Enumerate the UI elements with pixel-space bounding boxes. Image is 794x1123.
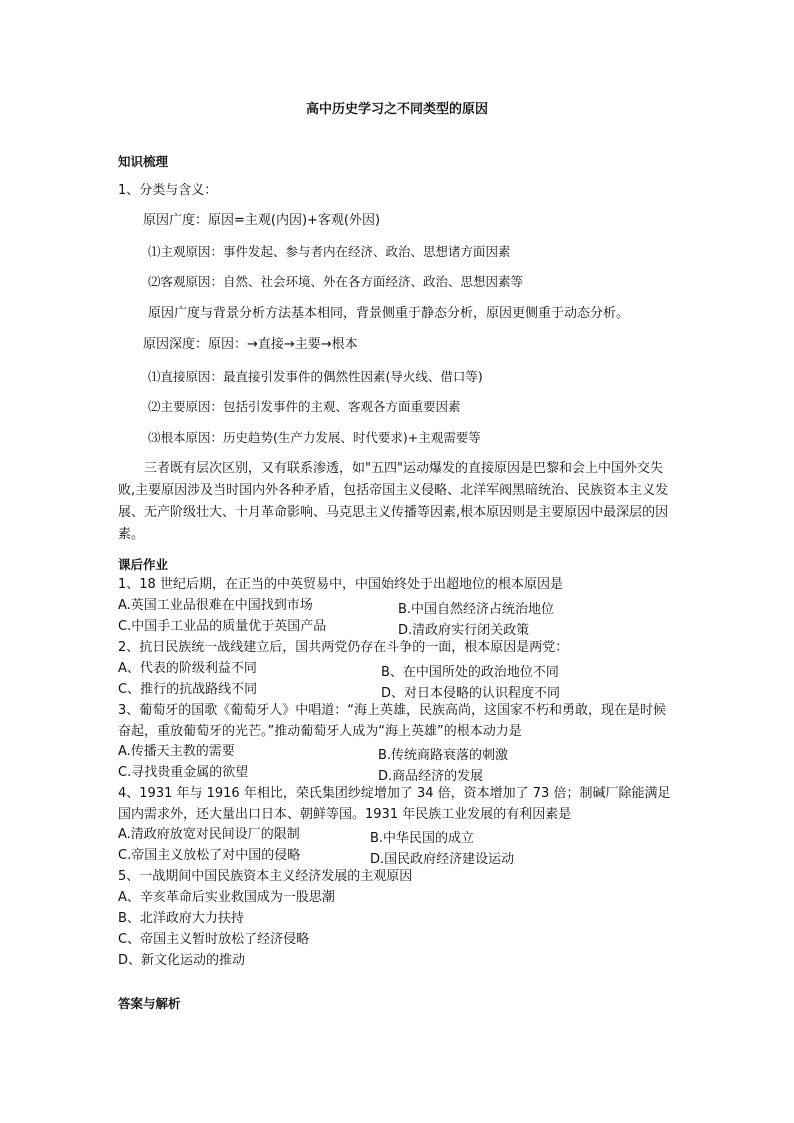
- question-1: 1、18 世纪后期，在正当的中英贸易中，中国始终处于出超地位的根本原因是: [118, 577, 563, 592]
- summary-paragraph: 三者既有层次区别，又有联系渗透，如"五四"运动爆发的直接原因是巴黎和会上中国外交失败,主要原因涉及当时国内外各种矛盾，包括帝国主义侵略、北洋军阀黑暗统治、民族资本主义发展、无产阶级壮大、十月革命影响、马克思主义传播等因素,根本原因则是主要原因中最深层的因素。: [118, 461, 669, 542]
- section-heading-knowledge: 知识梳理: [118, 154, 169, 169]
- question-1-option-a: A.英国工业品很难在中国找到市场: [118, 598, 313, 613]
- question-4-option-b: B.中华民国的成立: [370, 831, 475, 846]
- depth-main: ⑵主要原因：包括引发事件的主观、客观各方面重要因素: [148, 399, 461, 414]
- document-title: 高中历史学习之不同类型的原因: [305, 102, 488, 117]
- depth-root: ⑶根本原因：历史趋势(生产力发展、时代要求)+主观需要等: [148, 430, 481, 445]
- question-5-option-b: B、北洋政府大力扶持: [118, 911, 244, 926]
- question-3-option-c: C.寻找贵重金属的欲望: [118, 765, 249, 780]
- question-2: 2、抗日民族统一战线建立后，国共两党仍存在斗争的一面，根本原因是两党：: [118, 640, 569, 655]
- question-3-option-b: B.传统商路衰落的刺激: [378, 748, 509, 763]
- question-4: 4、1931 年与 1916 年相比，荣氏集团纱绽增加了 34 倍，资本增加了 73 倍；制碱厂除能满足国内需求外，还大量出口日本、朝鲜等国。1931 年民族工业发展的有利因素是: [118, 786, 671, 822]
- question-4-option-c: C.帝国主义放松了对中国的侵略: [118, 848, 301, 863]
- question-5-option-c: C、帝国主义暂时放松了经济侵略: [118, 932, 310, 947]
- breadth-objective: ⑵客观原因：自然、社会环境、外在各方面经济、政治、思想因素等: [148, 274, 524, 289]
- section-heading-answers: 答案与解析: [118, 996, 181, 1011]
- question-4-option-d: D.国民政府经济建设运动: [370, 852, 515, 867]
- question-2-option-c: C、推行的抗战路线不同: [118, 682, 258, 697]
- depth-definition: 原因深度：原因：→直接→主要→根本: [143, 337, 358, 352]
- question-2-option-d: D、对日本侵略的认识程度不同: [381, 686, 561, 701]
- question-5-option-a: A、辛亥革命后实业救国成为一股思潮: [118, 890, 335, 905]
- question-3-option-d: D.商品经济的发展: [378, 769, 484, 784]
- question-3: 3、葡萄牙的国歌《葡萄牙人》中唱道：“海上英雄，民族高尚，这国家不朽和勇敢，现在是时候奋起，重放葡萄牙的光芒。”推动葡萄牙人成为“海上英雄”的根本动力是: [118, 703, 667, 739]
- breadth-subjective: ⑴主观原因：事件发起、参与者内在经济、政治、思想诸方面因素: [148, 244, 511, 259]
- question-4-option-a: A.清政府放宽对民间设厂的限制: [118, 827, 300, 842]
- knowledge-item-1: 1、分类与含义：: [118, 183, 218, 198]
- question-5-option-d: D、新文化运动的推动: [118, 953, 246, 968]
- question-1-option-c: C.中国手工业品的质量优于英国产品: [118, 619, 327, 634]
- question-5: 5、一战期间中国民族资本主义经济发展的主观原因: [118, 869, 413, 884]
- question-3-option-a: A.传播天主教的需要: [118, 744, 235, 759]
- section-heading-homework: 课后作业: [118, 557, 169, 572]
- question-1-option-b: B.中国自然经济占统治地位: [398, 602, 555, 617]
- depth-direct: ⑴直接原因：最直接引发事件的偶然性因素(导火线、借口等): [148, 369, 483, 384]
- breadth-note: 原因广度与背景分析方法基本相同，背景侧重于静态分析，原因更侧重于动态分析。: [148, 306, 630, 321]
- question-1-option-d: D.清政府实行闭关政策: [398, 623, 530, 638]
- question-2-option-b: B、在中国所处的政治地位不同: [381, 665, 559, 680]
- question-2-option-a: A、代表的阶级利益不同: [118, 661, 257, 676]
- breadth-definition: 原因广度：原因=主观(内因)+客观(外因): [143, 213, 381, 228]
